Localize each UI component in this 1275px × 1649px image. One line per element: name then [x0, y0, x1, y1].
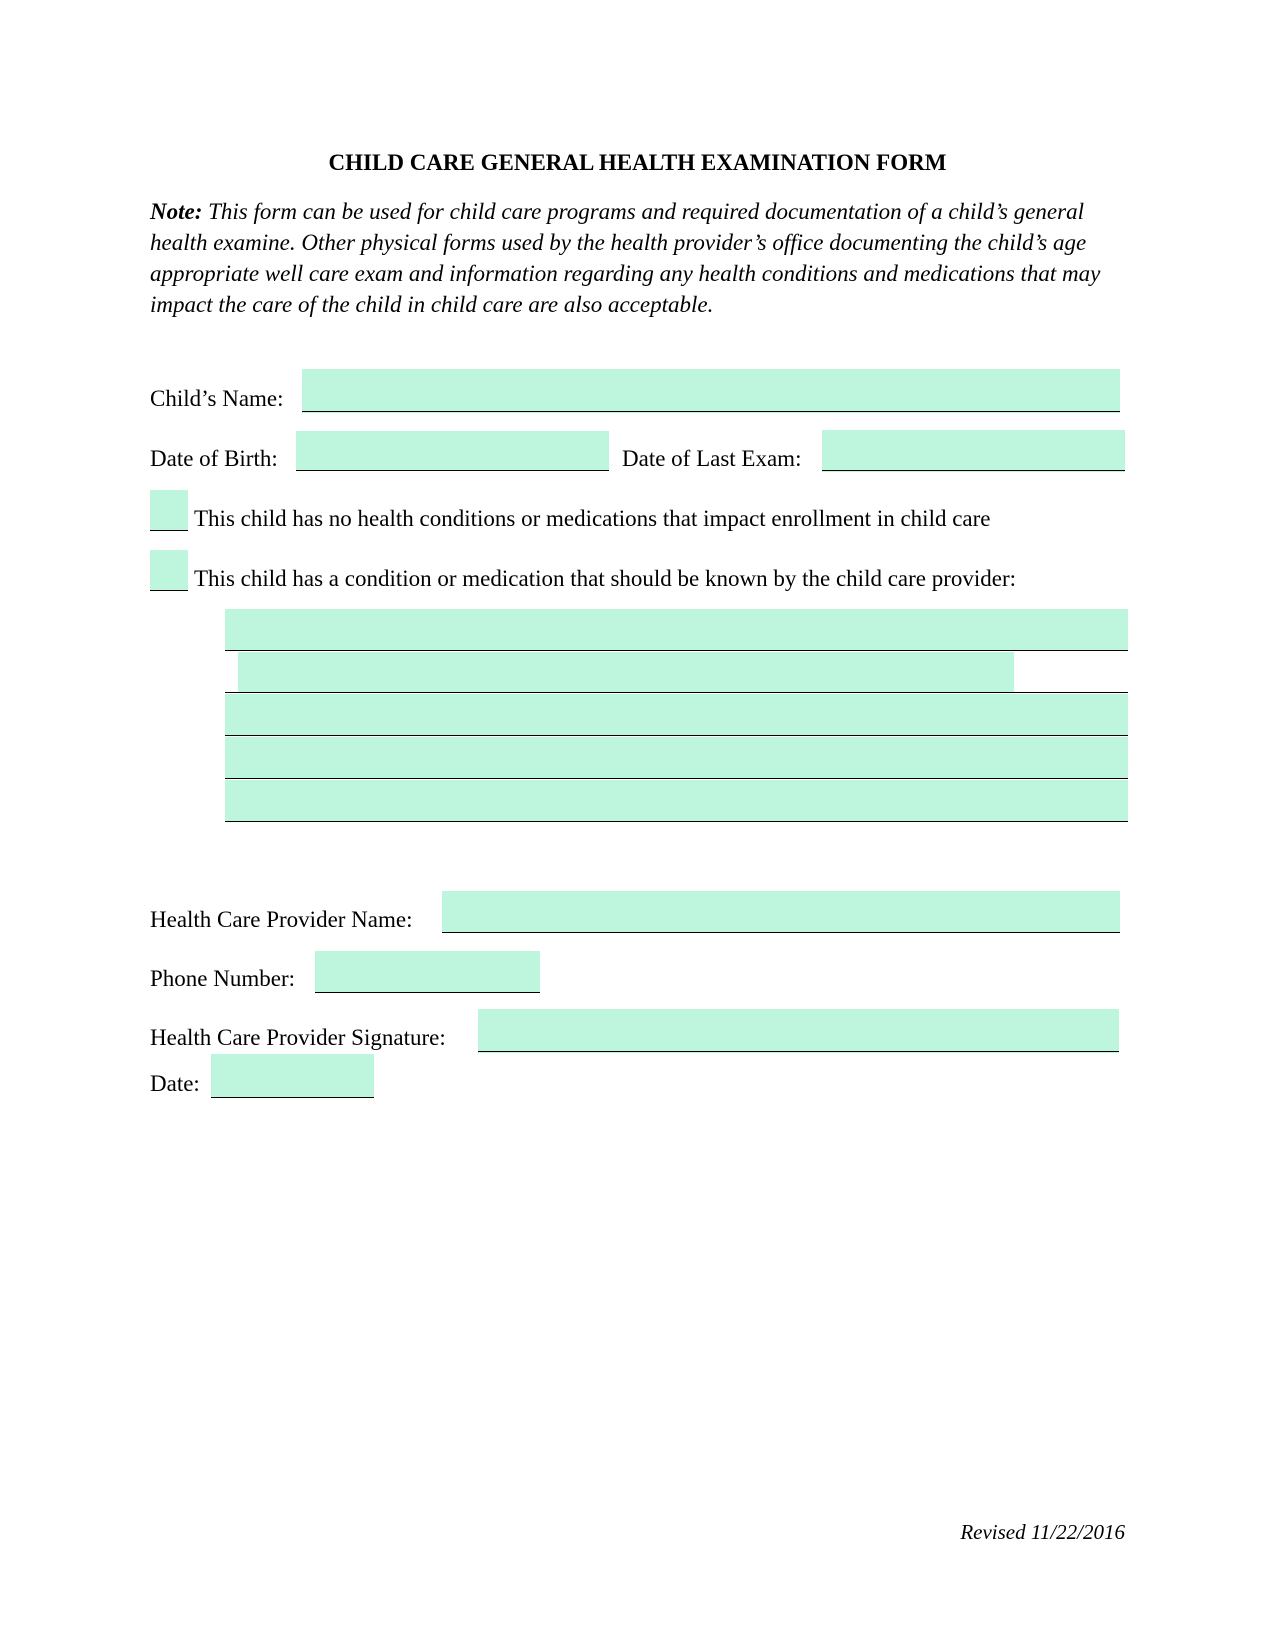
has-condition-checkbox[interactable] [150, 550, 188, 591]
condition-line-2-underline [225, 692, 1128, 693]
provider-name-underline [442, 932, 1120, 933]
provider-name-field[interactable] [442, 891, 1120, 933]
condition-line-5-underline [225, 821, 1128, 822]
condition-line-3-underline [225, 735, 1128, 736]
date-field[interactable] [211, 1054, 374, 1098]
signature-field[interactable] [478, 1009, 1119, 1053]
signature-label: Health Care Provider Signature: [150, 1025, 446, 1050]
condition-line-4-field[interactable] [225, 737, 1128, 778]
condition-line-4-underline [225, 778, 1128, 779]
child-name-underline [302, 411, 1120, 412]
last-exam-underline [822, 470, 1125, 471]
note-label: Note: [150, 199, 203, 224]
dob-underline [296, 470, 609, 471]
date-underline [211, 1097, 374, 1098]
provider-name-label: Health Care Provider Name: [150, 907, 413, 932]
signature-underline [478, 1051, 1119, 1052]
dob-label: Date of Birth: [150, 446, 278, 471]
last-exam-label: Date of Last Exam: [622, 446, 802, 471]
phone-label: Phone Number: [150, 966, 296, 991]
condition-line-3-field[interactable] [225, 694, 1128, 735]
dob-field[interactable] [296, 431, 609, 471]
has-condition-underline [150, 590, 188, 591]
phone-underline [315, 992, 540, 993]
child-name-label: Child’s Name: [150, 386, 284, 411]
form-title: CHILD CARE GENERAL HEALTH EXAMINATION FORM [328, 150, 947, 175]
has-condition-text: This child has a condition or medication that should be known by the child care provider: [194, 566, 1017, 591]
note-text: This form can be used for child care programs and required documentation of a child’s general health examine. Other physical forms used by the health provider’s office documenting the child’s age appropriate well care exam and information regarding any health conditions and medications that may impact the care of the child in child care are also acceptable. [150, 199, 1101, 317]
revised-date: Revised 11/22/2016 [960, 1520, 1125, 1544]
no-conditions-checkbox[interactable] [150, 490, 188, 531]
child-name-field-bg[interactable] [302, 369, 1120, 413]
date-label: Date: [150, 1071, 200, 1096]
phone-field[interactable] [315, 951, 540, 993]
form-note [150, 196, 1140, 320]
last-exam-field[interactable] [822, 430, 1125, 472]
no-conditions-text: This child has no health conditions or medications that impact enrollment in child care [194, 506, 991, 531]
no-conditions-underline [150, 530, 188, 531]
condition-line-1-underline [225, 650, 1128, 651]
condition-line-1-field[interactable] [225, 609, 1128, 651]
condition-line-2-field[interactable] [238, 652, 1014, 692]
condition-line-5-field[interactable] [225, 780, 1128, 822]
